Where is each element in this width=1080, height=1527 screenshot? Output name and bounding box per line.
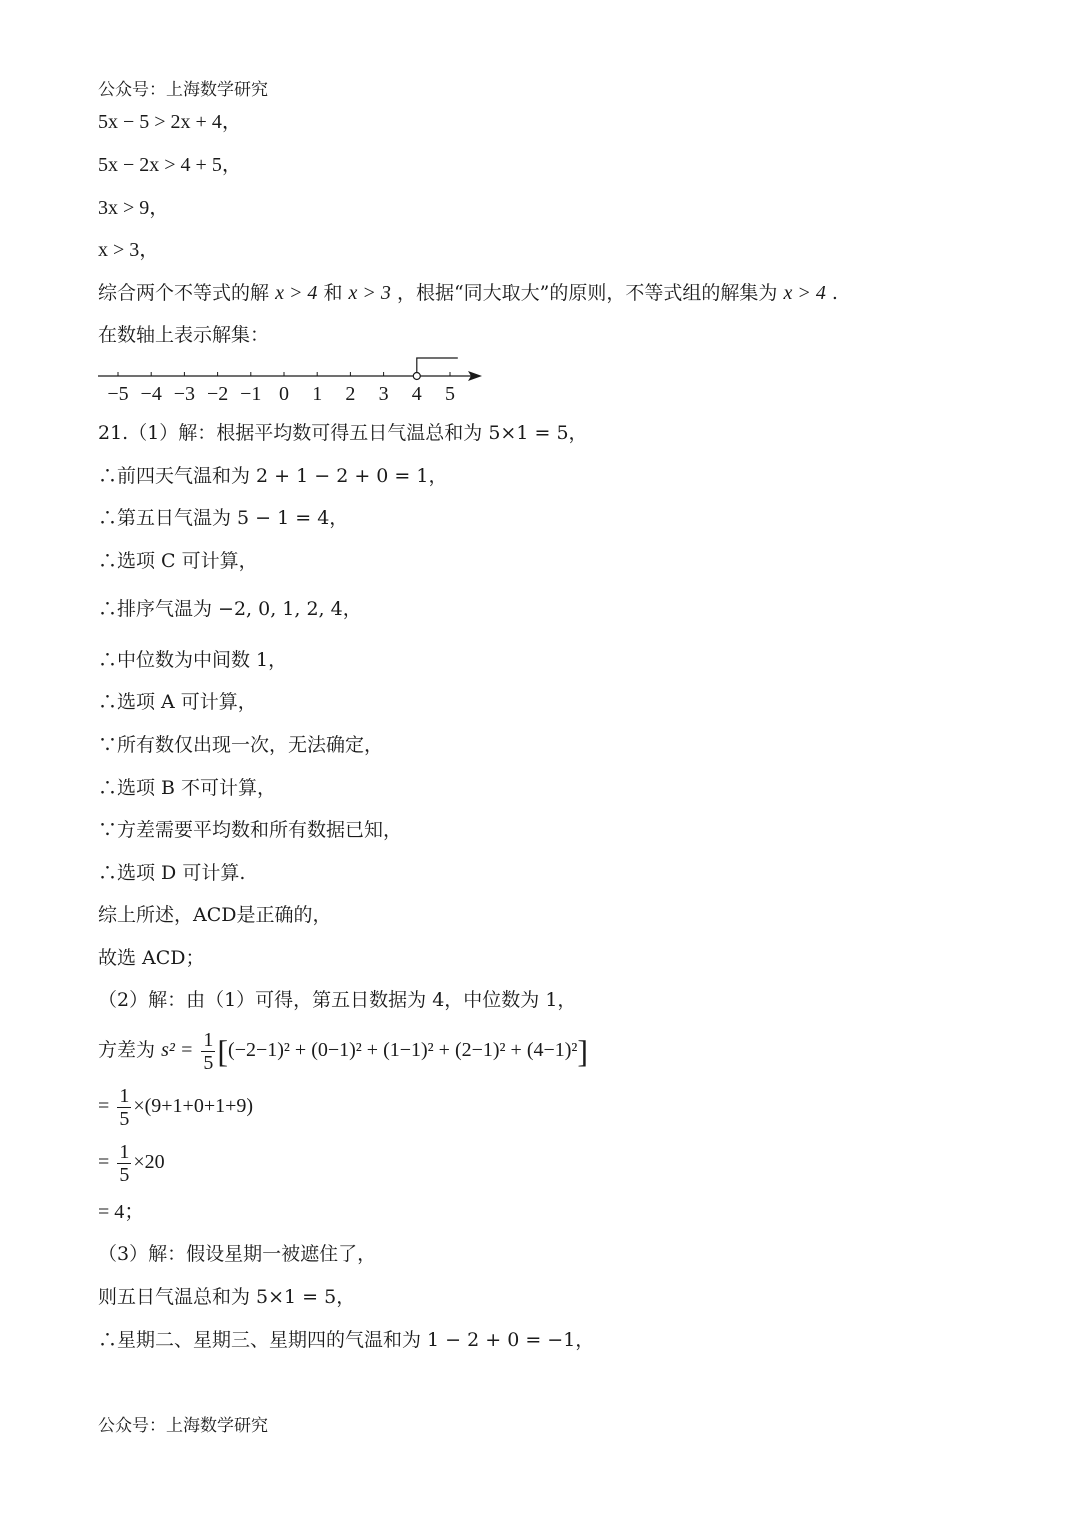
equals-sign: = <box>98 1095 110 1117</box>
q21-line-17: ∴星期二、星期三、星期四的气温和为 1 − 2 + 0 = −1， <box>98 1329 595 1351</box>
fraction-denominator: 5 <box>119 1107 130 1130</box>
number-line-tick-label: 0 <box>279 383 289 402</box>
q21-line-1: 21.（1）解：根据平均数可得五日气温总和为 5×1 = 5， <box>98 422 588 444</box>
q21-line-13: 故选 ACD； <box>98 947 205 969</box>
number-line-tick-label: −2 <box>206 383 229 402</box>
q21-line-4: ∴选项 C 可计算， <box>98 550 258 572</box>
q21-line-15: （3）解：假设星期一被遮住了， <box>98 1243 377 1265</box>
left-bracket: [ <box>217 1033 229 1069</box>
fraction-numerator: 1 <box>119 1140 130 1163</box>
conclusion-ineq-1: x > 4 <box>275 282 318 304</box>
conclusion-text-e: ，根据“同大取大”的原则，不等式组的解集为 <box>396 282 778 304</box>
fraction-one-fifth <box>117 1141 131 1186</box>
step-line-3: 3x > 9， <box>98 197 170 219</box>
variance-lhs: s² = <box>161 1039 194 1061</box>
step-line-4: x > 3， <box>98 239 160 261</box>
number-line-tick-label: 5 <box>445 383 455 402</box>
q21-line-11: ∴选项 D 可计算. <box>98 862 246 884</box>
q21-line-3: ∴第五日气温为 5 − 1 = 4， <box>98 507 349 529</box>
conclusion-line <box>98 281 838 305</box>
number-line-tick-label: 4 <box>411 383 422 402</box>
q21-line-14: （2）解：由（1）可得，第五日数据为 4，中位数为 1， <box>98 989 577 1011</box>
fraction-numerator: 1 <box>203 1028 214 1051</box>
step-line-1: 5x − 5 > 2x + 4， <box>98 111 242 133</box>
variance-label: 方差为 <box>98 1039 156 1061</box>
number-line-tick-label: −4 <box>140 383 162 402</box>
open-point <box>413 373 420 380</box>
conclusion-text-c: 和 <box>323 282 343 304</box>
q21-line-9: ∴选项 B 不可计算， <box>98 777 277 799</box>
conclusion-ineq-3: x > 4 <box>783 282 826 304</box>
fraction-one-fifth <box>201 1029 215 1074</box>
header-source: 公众号：上海数学研究 <box>98 80 268 100</box>
variance-step-3: = 4； <box>98 1201 145 1223</box>
step-line-2: 5x − 2x > 4 + 5， <box>98 154 242 176</box>
solution-ray <box>417 358 458 373</box>
fraction-one-fifth <box>117 1085 131 1130</box>
number-line-tick-label: −1 <box>240 383 262 402</box>
conclusion-text-a: 综合两个不等式的解 <box>98 282 270 304</box>
q21-line-7: ∴选项 A 可计算， <box>98 691 257 713</box>
q21-line-8: ∵所有数仅出现一次，无法确定， <box>98 734 384 756</box>
variance-step-2 <box>98 1138 165 1186</box>
fraction-numerator: 1 <box>119 1084 130 1107</box>
variance-step-2-rhs: ×20 <box>133 1151 165 1173</box>
right-bracket: ] <box>577 1033 589 1069</box>
conclusion-text-g: . <box>831 282 838 304</box>
number-line-tick-label: −5 <box>107 383 129 402</box>
number-line-tick-label: 1 <box>312 383 323 402</box>
footer-source: 公众号：上海数学研究 <box>98 1416 268 1436</box>
q21-line-12: 综上所述，ACD是正确的， <box>98 904 332 926</box>
number-line-tick-label: 2 <box>345 383 356 402</box>
number-line-tick-label: −3 <box>173 383 196 402</box>
variance-terms: (−2−1)² + (0−1)² + (1−1)² + (2−1)² + (4−1)² <box>228 1039 578 1061</box>
q21-line-5: ∴排序气温为 −2, 0, 1, 2, 4， <box>98 598 362 620</box>
variance-step-1-rhs: ×(9+1+0+1+9) <box>133 1095 254 1117</box>
q21-line-16: 则五日气温总和为 5×1 = 5， <box>98 1286 356 1308</box>
number-line-caption: 在数轴上表示解集： <box>98 324 270 346</box>
q21-line-6: ∴中位数为中间数 1， <box>98 649 288 671</box>
number-line-tick-label: 3 <box>378 383 389 402</box>
number-line <box>92 352 492 402</box>
fraction-denominator: 5 <box>203 1051 214 1074</box>
q21-line-2: ∴前四天气温和为 2 + 1 − 2 + 0 = 1， <box>98 465 448 487</box>
conclusion-ineq-2: x > 3 <box>348 282 391 304</box>
variance-step-1 <box>98 1082 253 1130</box>
q21-line-10: ∵方差需要平均数和所有数据已知， <box>98 819 403 841</box>
variance-line <box>98 1026 588 1075</box>
fraction-denominator: 5 <box>119 1163 130 1186</box>
equals-sign: = <box>98 1151 110 1173</box>
